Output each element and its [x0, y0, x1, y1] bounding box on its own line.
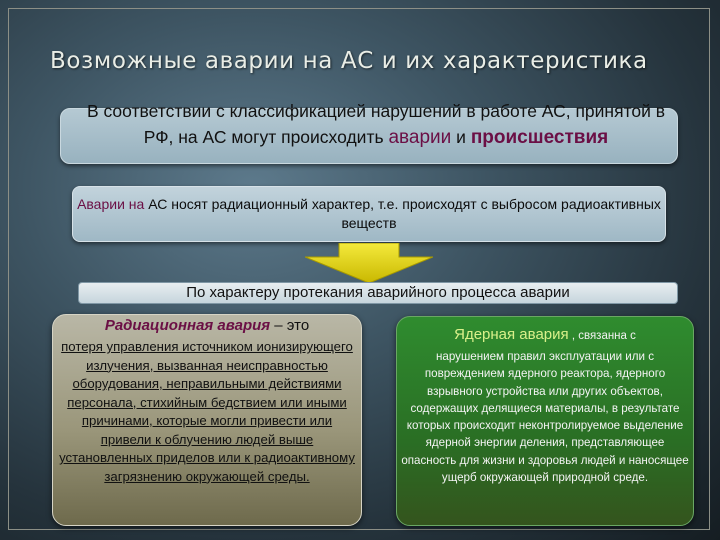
- radiation-accident-lead: – это: [270, 317, 310, 334]
- radiation-accident-term: Радиационная авария: [104, 317, 271, 334]
- definition-text: АС носят радиационный характер, т.е. происходят с выбросом радиоактивных веществ: [144, 196, 661, 231]
- radiation-accident-description: потеря управления источником ионизирующего излучения, вызванная неисправностью оборудования, неправильными действиями персонала, стихийным бедствием или иными причинами, которые могли привести или привели к облучению людей выше установленных приделов или к радиоактивному загрязнению окружающей среды.: [59, 339, 355, 484]
- intro-highlight-incidents: происшествия: [470, 127, 609, 148]
- nuclear-accident-description: нарушением правил эксплуатации или с повреждением ядерного реактора, ядерного взрывного устройства или других объектов, содержащих делящиеся материалы, в результате которых происходит неконтролируемое выделение ядерной энергии деления, представляющее опасность для жизни и здоровья людей и наносящее ущерб окружающей природной среде.: [401, 350, 689, 485]
- radiation-accident-heading: [52, 317, 362, 334]
- nuclear-accident-heading: [396, 326, 694, 343]
- classification-banner: По характеру протекания аварийного процесса аварии: [78, 282, 678, 304]
- slide-title: Возможные аварии на АС и их характеристика: [50, 48, 648, 74]
- intro-lead: В соответствии с классификацией нарушений в работе АС, принятой в РФ, на АС могут происходить: [86, 101, 666, 147]
- down-arrow-icon: [305, 243, 433, 283]
- intro-highlight-accidents: аварии: [388, 127, 452, 148]
- intro-conj: и: [456, 127, 466, 147]
- intro-text: [86, 98, 666, 151]
- definition-box: [72, 186, 666, 242]
- nuclear-accident-lead: , связанна с: [568, 330, 636, 342]
- nuclear-accident-term: Ядерная авария: [454, 326, 569, 343]
- definition-prefix: Аварии на: [77, 196, 145, 212]
